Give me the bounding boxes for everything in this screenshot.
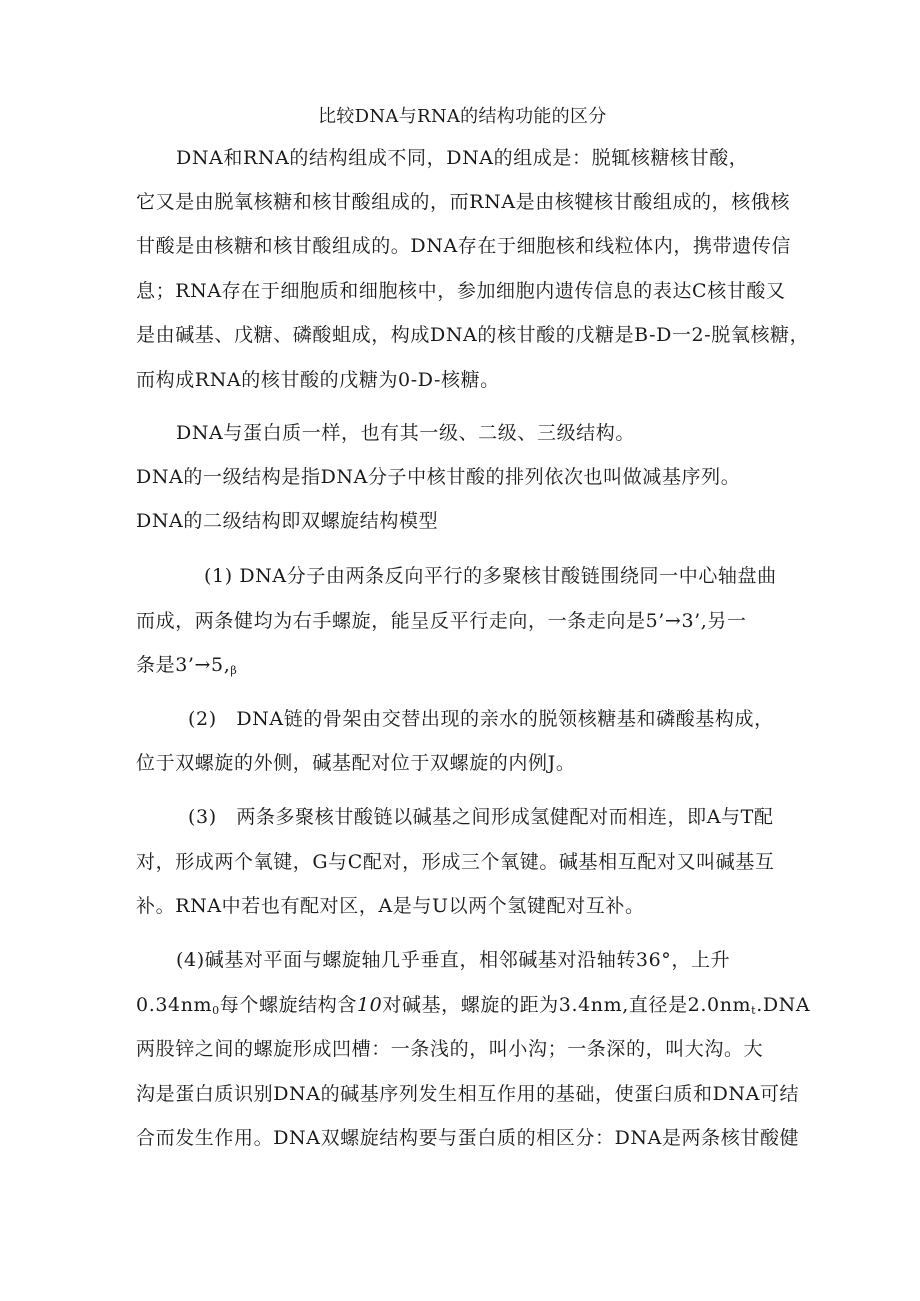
subscript: β	[230, 664, 238, 677]
text-span: 对碱基，螺旋的距为3.4nm,直径是2.0nm	[382, 994, 752, 1016]
subscript: 0	[212, 1004, 220, 1017]
paragraph-line: DNA和RNA的结构组成不同，DNA的组成是：脱辄核糖核甘酸，	[176, 147, 749, 169]
list-item-line: 对，形成两个氧键，G与C配对，形成三个氧键。碱基相互配对又叫碱基互	[136, 851, 775, 873]
paragraph-line: 而构成RNA的核甘酸的戊糖为0-D-核糖。	[136, 369, 500, 391]
list-item-line: (4)碱基对平面与螺旋轴几乎垂直，相邻碱基对沿轴转36°，上升	[176, 949, 731, 971]
list-item-line: (3) 两条多聚核甘酸链以碱基之间形成氢健配对而相连，即A与T配	[188, 806, 774, 828]
page-title: 比较DNA与RNA的结构功能的区分	[318, 106, 607, 127]
paragraph-line: DNA的二级结构即双螺旋结构模型	[136, 510, 439, 532]
paragraph-line: DNA与蛋白质一样，也有其一级、二级、三级结构。	[176, 422, 635, 444]
list-item-line: 补。RNA中若也有配对区，A是与U以两个氢键配对互补。	[136, 895, 645, 917]
list-item-line: 位于双螺旋的外侧，碱基配对位于双螺旋的内例J。	[136, 752, 576, 774]
list-item-line: (2) DNA链的骨架由交替出现的亲水的脱领核糖基和磷酸基构成，	[188, 708, 774, 730]
list-item-line: 合而发生作用。DNA双螺旋结构要与蛋白质的相区分：DNA是两条核甘酸健	[136, 1127, 800, 1149]
paragraph-line: DNA的一级结构是指DNA分子中核甘酸的排列依次也叫做减基序列。	[136, 466, 741, 488]
paragraph-line: 息；RNA存在于细胞质和细胞核中，参加细胞内遗传信息的表达C核甘酸又	[136, 280, 786, 302]
list-item-line	[136, 653, 237, 677]
paragraph-line: 甘酸是由核糖和核甘酸组成的。DNA存在于细胞核和线粒体内，携带遗传信	[136, 235, 791, 257]
subscript: t	[751, 1004, 757, 1017]
text-span: 0.34nm	[136, 994, 213, 1016]
italic-number: 10	[356, 994, 383, 1016]
paragraph-line: 它又是由脱氧核糖和核甘酸组成的，而RNA是由核犍核甘酸组成的，核俄核	[136, 191, 791, 213]
list-item-line: 两股锌之间的螺旋形成凹槽：一条浅的，叫小沟；一条深的，叫大沟。大	[136, 1038, 764, 1060]
text-span: .DNA	[756, 994, 811, 1016]
list-item-line	[136, 993, 810, 1017]
list-item-line: (1) DNA分子由两条反向平行的多聚核甘酸链围绕同一中心轴盘曲	[204, 565, 777, 587]
text-span: 条是3’→5,	[136, 654, 231, 676]
list-item-line: 而成，两条健均为右手螺旋，能呈反平行走向，一条走向是5’→3’,另一	[136, 610, 747, 632]
paragraph-line: 是由碱基、戊糖、磷酸蛆成，构成DNA的核甘酸的戊糖是B-D一2-脱氧核糖，	[136, 324, 810, 346]
text-span: 每个螺旋结构含	[219, 994, 357, 1016]
list-item-line: 沟是蛋白质识别DNA的碱基序列发生相互作用的基础，使蛋臼质和DNA可结	[136, 1083, 800, 1105]
